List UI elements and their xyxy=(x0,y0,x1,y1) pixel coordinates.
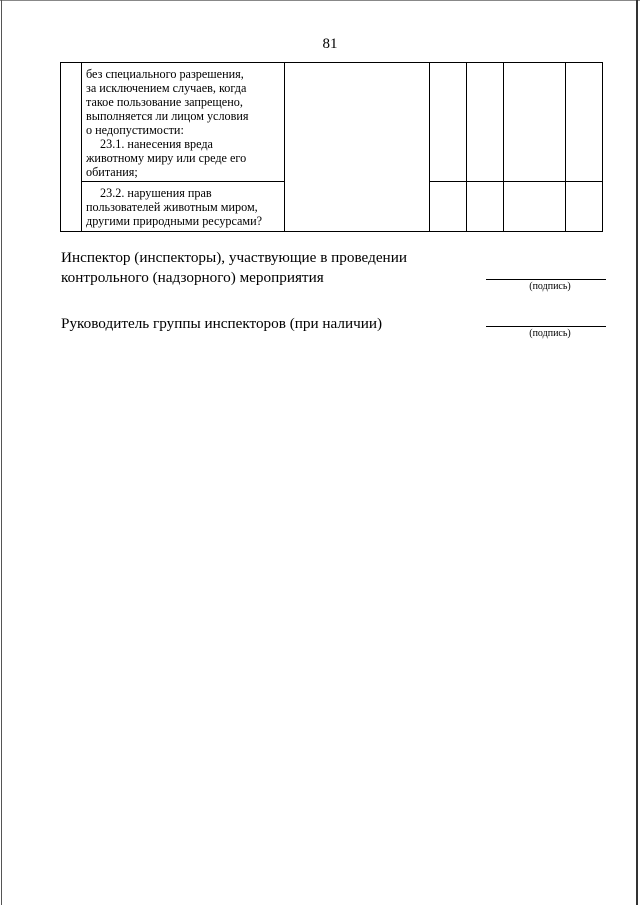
answer-na-cell xyxy=(504,63,566,182)
inspector-label-line: Инспектор (инспекторы), участвующие в проведении xyxy=(61,249,407,266)
page-frame-left xyxy=(1,0,2,905)
subitem-line: 23.1. нанесения вреда xyxy=(100,137,213,151)
answer-na-cell xyxy=(504,182,566,232)
requirements-cell xyxy=(285,63,430,232)
checklist-table xyxy=(60,62,603,232)
page-frame-right xyxy=(636,0,638,905)
question-line: без специального разрешения, xyxy=(86,67,244,81)
subitem-line: пользователей животным миром, xyxy=(86,200,258,214)
answer-no-cell xyxy=(467,63,504,182)
inspector-signature-caption: (подпись) xyxy=(529,281,571,292)
question-cell xyxy=(82,63,285,182)
head-signature-label: Руководитель группы инспекторов (при наличии) xyxy=(61,315,383,332)
subitem-line: 23.2. нарушения прав xyxy=(100,186,212,200)
subitem-line: обитания; xyxy=(86,165,138,179)
page-frame-top xyxy=(0,0,640,1)
subitem-line: животному миру или среде его xyxy=(86,151,247,165)
answer-yes-cell xyxy=(430,63,467,182)
head-signature-line xyxy=(486,326,606,327)
question-line: за исключением случаев, когда xyxy=(86,81,247,95)
question-cell xyxy=(82,182,285,232)
row-number-cell xyxy=(61,63,82,232)
subitem-line: другими природными ресурсами? xyxy=(86,214,263,228)
question-line: такое пользование запрещено, xyxy=(86,95,243,109)
question-line: выполняется ли лицом условия xyxy=(86,109,249,123)
answer-no-cell xyxy=(467,182,504,232)
notes-cell xyxy=(566,63,603,182)
head-signature-caption: (подпись) xyxy=(529,328,571,339)
page-number: 81 xyxy=(322,36,338,52)
table-row xyxy=(61,63,603,182)
notes-cell xyxy=(566,182,603,232)
inspector-signature-line xyxy=(486,279,606,280)
answer-yes-cell xyxy=(430,182,467,232)
inspector-signature-label xyxy=(61,248,407,288)
question-line: о недопустимости: xyxy=(86,123,184,137)
inspector-label-line: контрольного (надзорного) мероприятия xyxy=(61,269,324,286)
